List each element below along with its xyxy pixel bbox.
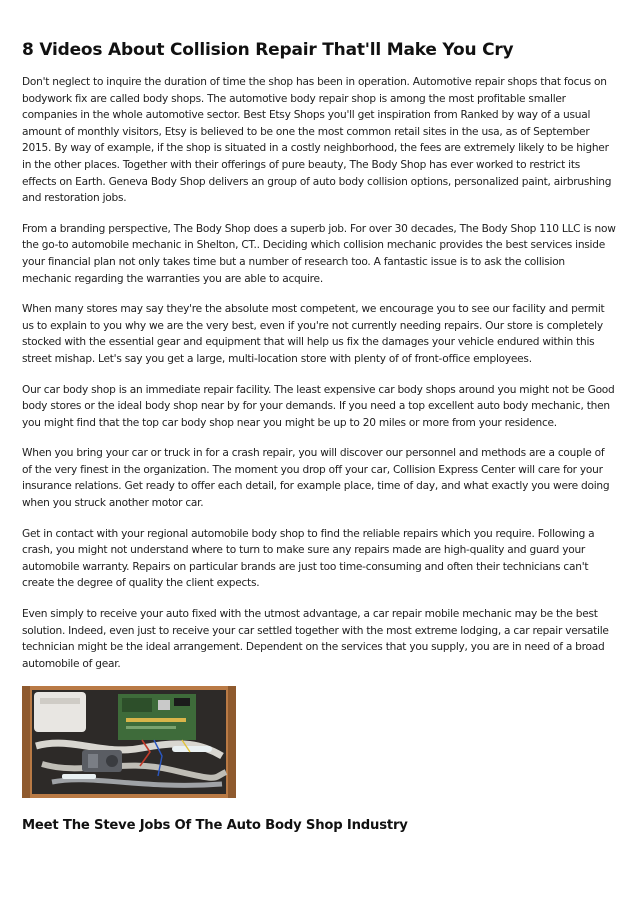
document-page [22, 38, 616, 836]
paragraph-7: Even simply to receive your auto fixed with the utmost advantage, a car repair mobile mechanic may be the best solution. Indeed, even just to receive your car settled together with the most extreme lodging, a car repair versatile technician might be the ideal arrangement. Dependent on the services that you supply, you are in need of a broad automobile of gear. [22, 608, 609, 670]
equipment-photo-illustration [22, 686, 236, 798]
paragraph-5: When you bring your car or truck in for a crash repair, you will discover our personnel and methods are a couple of of the very finest in the organization. The moment you drop off your car, Collision Express Center will care for your insurance relations. Get ready to offer each detail, for example place, time of day, and what exactly you were doing when you struck another motor car. [22, 447, 610, 510]
equipment-photo [22, 686, 236, 798]
paragraph-1: Don't neglect to inquire the duration of time the shop has been in operation. Automotive repair shops that focus on bodywork fix are called body shops. The automotive body repair shop is among the most profitable smaller companies in the whole automotive sector. Best Etsy Shops you'll get inspiration from Ranked by way of a usual amount of monthly visitors, Etsy is believed to be one the most common retail sites in the usa, as of September 2015. By way of example, if the shop is situated in a costly neighborhood, the fees are extremely likely to be higher in the other places. Together with their offerings of pure beauty, The Body Shop has ever worked to restrict its effects on Earth. Geneva Body Shop delivers an group of auto body collision options, personalized paint, airbrushing and restoration jobs. [22, 76, 612, 205]
section-heading: Meet The Steve Jobs Of The Auto Body Shop Industry [22, 818, 408, 834]
paragraph-3: When many stores may say they're the absolute most competent, we encourage you to see our facility and permit us to explain to you why we are the very best, even if you're not currently needing repairs. Our store is completely stocked with the essential gear and equipment that will help us fix the damages your vehicle endured within this street mishap. Let's say you get a large, multi-location store with plenty of of front-office employees. [22, 303, 605, 365]
page-title: 8 Videos About Collision Repair That'll Make You Cry [22, 40, 514, 60]
paragraph-4: Our car body shop is an immediate repair facility. The least expensive car body shops around you might not be Good body stores or the ideal body shop near by for your demands. If you need a top excellent auto body mechanic, then you might find that the top car body shop near you might be up to 20 miles or more from your residence. [22, 383, 615, 429]
paragraph-2: From a branding perspective, The Body Shop does a superb job. For over 30 decades, The Body Shop 110 LLC is now the go-to automobile mechanic in Shelton, CT.. Deciding which collision mechanic provides the best services inside your financial plan not only takes time but a number of research too. A fantastic issue is to ask the collision mechanic regarding the warranties you are able to acquire. [22, 222, 616, 285]
paragraph-6: Get in contact with your regional automobile body shop to find the reliable repairs which you require. Following a crash, you might not understand where to turn to make sure any repairs made are high-quality and guard your automobile warranty. Repairs on particular brands are just too time-consuming and often their technicians can't create the degree of quality the client expects. [22, 527, 595, 590]
